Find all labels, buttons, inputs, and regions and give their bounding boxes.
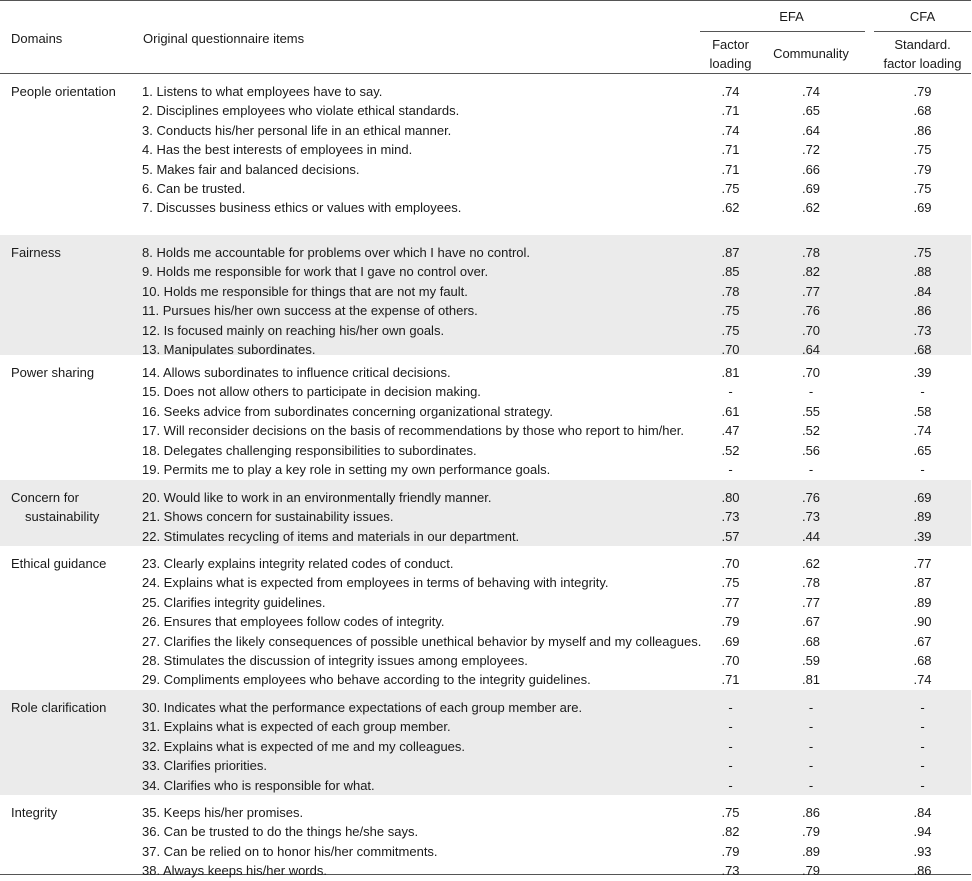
table-row xyxy=(0,776,971,795)
item-text: 38. Always keeps his/her words. xyxy=(142,863,327,879)
communality-value: .79 xyxy=(801,863,821,879)
cfa-loading-value: .68 xyxy=(913,652,932,668)
item-text: 20. Would like to work in an environmentally friendly manner. xyxy=(142,490,492,505)
factor-loading-value: .81 xyxy=(721,365,740,380)
table-row xyxy=(0,651,971,670)
cfa-loading-value: .93 xyxy=(913,843,932,859)
cfa-loading-value: .79 xyxy=(913,84,932,99)
cfa-loading-value: .67 xyxy=(913,633,932,649)
domain-label-line: Integrity xyxy=(11,805,58,820)
domain-group xyxy=(0,355,971,480)
table-row xyxy=(0,573,971,592)
factor-loading-value: .71 xyxy=(721,672,740,688)
domain-group xyxy=(0,480,971,546)
item-text: 14. Allows subordinates to influence critical decisions. xyxy=(142,365,451,380)
factor-loading-value: .75 xyxy=(721,180,740,196)
table-row xyxy=(0,121,971,140)
table-row xyxy=(0,282,971,301)
table-row xyxy=(0,243,971,262)
item-text: 5. Makes fair and balanced decisions. xyxy=(142,161,360,177)
cfa-loading-value: .87 xyxy=(913,575,932,591)
factor-loading-value: - xyxy=(728,700,733,715)
table-row xyxy=(0,612,971,631)
domain-label-line: People orientation xyxy=(11,84,116,99)
communality-value: .78 xyxy=(801,245,821,260)
cfa-loading-value: - xyxy=(920,719,925,735)
domain-group xyxy=(0,795,971,879)
communality-value: .64 xyxy=(801,122,821,138)
factor-loading-value: .57 xyxy=(721,528,740,544)
cfa-loading-value: .89 xyxy=(913,594,932,610)
communality-value: .62 xyxy=(801,556,821,571)
table-row xyxy=(0,382,971,401)
table-row xyxy=(0,460,971,479)
item-text: 34. Clarifies who is responsible for what. xyxy=(142,777,375,793)
efa-rule xyxy=(700,31,865,32)
domain-group xyxy=(0,546,971,690)
factor-loading-value: .82 xyxy=(721,824,740,840)
table-row xyxy=(0,822,971,841)
cfa-loading-value: .86 xyxy=(913,122,932,138)
table-header xyxy=(0,1,971,74)
communality-value: .69 xyxy=(801,180,821,196)
factor-loading-value: - xyxy=(728,738,733,754)
table-row xyxy=(0,402,971,421)
item-text: 16. Seeks advice from subordinates concerning organizational strategy. xyxy=(142,403,553,419)
communality-value: .77 xyxy=(801,283,821,299)
communality-value: .52 xyxy=(801,423,821,439)
item-text: 9. Holds me responsible for work that I gave no control over. xyxy=(142,264,489,280)
communality-value: .68 xyxy=(801,633,821,649)
cfa-loading-value: .86 xyxy=(913,303,932,319)
item-text: 3. Conducts his/her personal life in an ethical manner. xyxy=(142,122,452,138)
item-text: 1. Listens to what employees have to say. xyxy=(142,84,383,99)
cfa-loading-value: .89 xyxy=(913,509,932,525)
table-row xyxy=(0,160,971,179)
item-text: 8. Holds me accountable for problems over which I have no control. xyxy=(142,245,531,260)
factor-loading-value: .75 xyxy=(721,805,740,820)
communality-value: .76 xyxy=(801,303,821,319)
item-text: 10. Holds me responsible for things that are not my fault. xyxy=(142,283,468,299)
communality-value: - xyxy=(808,738,814,754)
cfa-loading-value: .84 xyxy=(913,283,932,299)
factor-loading-value: .71 xyxy=(721,142,740,158)
cfa-loading-value: .77 xyxy=(913,556,932,571)
table-row xyxy=(0,593,971,612)
domain-label-line: Concern for xyxy=(11,490,79,505)
table-row xyxy=(0,262,971,281)
factor-loading-value: .47 xyxy=(721,423,740,439)
table-row xyxy=(0,842,971,861)
cfa-loading-value: .74 xyxy=(913,672,932,688)
item-text: 11. Pursues his/her own success at the expense of others. xyxy=(142,303,478,319)
domain-label-line: Role clarification xyxy=(11,700,107,715)
table-row xyxy=(0,179,971,198)
cfa-loading-value: - xyxy=(920,384,925,400)
factor-loading-value: .74 xyxy=(721,84,740,99)
communality-value: .76 xyxy=(801,490,821,505)
communality-value: - xyxy=(808,700,814,715)
item-text: 6. Can be trusted. xyxy=(142,180,246,196)
item-text: 28. Stimulates the discussion of integrity issues among employees. xyxy=(142,652,528,668)
table-row xyxy=(0,717,971,736)
domain-label-line: Fairness xyxy=(11,245,61,260)
communality-value: - xyxy=(808,719,814,735)
item-text: 22. Stimulates recycling of items and materials in our department. xyxy=(142,528,520,544)
factor-loading-value: - xyxy=(728,758,733,774)
item-text: 17. Will reconsider decisions on the basis of recommendations by those who report to him/her. xyxy=(142,423,684,439)
factor-loading-value: .80 xyxy=(721,490,740,505)
communality-value: .62 xyxy=(801,200,821,216)
cfa-loading-value: - xyxy=(920,758,925,774)
cfa-loading-value: - xyxy=(920,738,925,754)
table-row xyxy=(0,82,971,101)
table-row xyxy=(0,421,971,440)
communality-value: .72 xyxy=(801,142,821,158)
factor-loading-value: .71 xyxy=(721,161,740,177)
table-row xyxy=(0,507,971,526)
item-text: 32. Explains what is expected of me and my colleagues. xyxy=(142,738,466,754)
table-row xyxy=(0,670,971,689)
communality-value: .82 xyxy=(801,264,821,280)
item-text: 23. Clearly explains integrity related codes of conduct. xyxy=(142,556,454,571)
item-text: 4. Has the best interests of employees in mind. xyxy=(142,142,413,158)
communality-value: - xyxy=(808,461,814,477)
cfa-loading-value: .86 xyxy=(913,863,932,879)
cfa-loading-value: .65 xyxy=(913,442,932,458)
communality-value: - xyxy=(808,758,814,774)
cfa-loading-value: .73 xyxy=(913,322,932,338)
communality-value: .74 xyxy=(801,84,821,99)
cfa-loading-value: .58 xyxy=(913,403,932,419)
cfa-loading-value: .75 xyxy=(913,142,932,158)
item-text: 19. Permits me to play a key role in setting my own performance goals. xyxy=(142,461,551,477)
item-text: 37. Can be relied on to honor his/her commitments. xyxy=(142,843,438,859)
table-row xyxy=(0,321,971,340)
cfa-loading-value: - xyxy=(920,700,925,715)
item-text: 24. Explains what is expected from employees in terms of behaving with integrity. xyxy=(142,575,609,591)
communality-value: .67 xyxy=(801,614,821,630)
domain-label-line: Ethical guidance xyxy=(11,556,107,571)
item-text: 26. Ensures that employees follow codes of integrity. xyxy=(142,614,445,630)
cfa-rule xyxy=(874,31,971,32)
item-text: 2. Disciplines employees who violate ethical standards. xyxy=(142,103,460,119)
table-row xyxy=(0,140,971,159)
cfa-loading-value: .90 xyxy=(913,614,932,630)
table-row xyxy=(0,861,971,880)
factor-loading-value: .52 xyxy=(721,442,740,458)
communality-value: .73 xyxy=(801,509,821,525)
communality-value: .89 xyxy=(801,843,821,859)
communality-value: - xyxy=(808,384,814,400)
table-body xyxy=(0,74,971,879)
cfa-loading-value: .79 xyxy=(913,161,932,177)
communality-value: .44 xyxy=(801,528,821,544)
communality-value: .66 xyxy=(801,161,821,177)
item-text: 18. Delegates challenging responsibilities to subordinates. xyxy=(142,442,477,458)
domain-group xyxy=(0,74,971,235)
item-text: 35. Keeps his/her promises. xyxy=(142,805,304,820)
factor-loading-value: .75 xyxy=(721,303,740,319)
cfa-loading-value: .75 xyxy=(913,245,932,260)
table-row xyxy=(0,698,971,717)
cfa-loading-value: - xyxy=(920,461,925,477)
cfa-loading-value: .68 xyxy=(913,103,932,119)
item-text: 25. Clarifies integrity guidelines. xyxy=(142,594,326,610)
item-text: 33. Clarifies priorities. xyxy=(142,758,267,774)
cfa-loading-value: .94 xyxy=(913,824,932,840)
factor-loading-value: .87 xyxy=(721,245,740,260)
communality-value: .64 xyxy=(801,341,821,357)
domain-group xyxy=(0,235,971,355)
communality-value: .81 xyxy=(801,672,821,688)
factor-loading-value: .79 xyxy=(721,614,740,630)
communality-value: .59 xyxy=(801,652,821,668)
item-text: 15. Does not allow others to participate in decision making. xyxy=(142,384,481,400)
header-factor-loading: Factor loading xyxy=(709,37,752,71)
item-text: 29. Compliments employees who behave according to the integrity guidelines. xyxy=(142,672,591,688)
factor-loading-value: .78 xyxy=(721,283,740,299)
factor-loading-value: .79 xyxy=(721,843,740,859)
communality-value: .79 xyxy=(801,824,821,840)
table-row xyxy=(0,363,971,382)
communality-value: .77 xyxy=(801,594,821,610)
item-text: 27. Clarifies the likely consequences of possible unethical behavior by myself and my colleagues. xyxy=(142,633,702,649)
communality-value: .70 xyxy=(801,365,821,380)
cfa-loading-value: .74 xyxy=(913,423,932,439)
table-row xyxy=(0,756,971,775)
cfa-loading-value: .68 xyxy=(913,341,932,357)
table-row xyxy=(0,198,971,217)
table-row xyxy=(0,301,971,320)
cfa-loading-value: .88 xyxy=(913,264,932,280)
factor-loading-value: .75 xyxy=(721,322,740,338)
table-row xyxy=(0,632,971,651)
factor-loading-value: .62 xyxy=(721,200,740,216)
communality-value: .65 xyxy=(801,103,821,119)
table-row xyxy=(0,488,971,507)
item-text: 13. Manipulates subordinates. xyxy=(142,341,316,357)
factor-loading-value: .77 xyxy=(721,594,740,610)
factor-loading-value: .74 xyxy=(721,122,740,138)
communality-value: .86 xyxy=(801,805,821,820)
table-row xyxy=(0,803,971,822)
factor-loading-value: .69 xyxy=(721,633,740,649)
cfa-loading-value: .69 xyxy=(913,490,932,505)
communality-value: .78 xyxy=(801,575,821,591)
cfa-loading-value: - xyxy=(920,777,925,793)
item-text: 31. Explains what is expected of each group member. xyxy=(142,719,451,735)
factor-loading-value: - xyxy=(728,777,733,793)
factor-loading-value: .85 xyxy=(721,264,740,280)
header-standard-factor-loading: Standard. factor loading xyxy=(883,37,962,71)
header-domains: Domains xyxy=(11,31,63,46)
item-text: 30. Indicates what the performance expectations of each group member are. xyxy=(142,700,583,715)
cfa-loading-value: .39 xyxy=(913,365,932,380)
header-items: Original questionnaire items xyxy=(143,31,305,46)
cfa-loading-value: .69 xyxy=(913,200,932,216)
item-text: 12. Is focused mainly on reaching his/her own goals. xyxy=(142,322,445,338)
domain-label-line: sustainability xyxy=(25,509,100,524)
factor-loading-value: .70 xyxy=(721,341,740,357)
table-row xyxy=(0,554,971,573)
factor-loading-value: .61 xyxy=(721,403,740,419)
factor-loading-value: .75 xyxy=(721,575,740,591)
table-row xyxy=(0,441,971,460)
domain-label-line: Power sharing xyxy=(11,365,95,380)
factor-loading-value: - xyxy=(728,719,733,735)
factor-loading-value: .73 xyxy=(721,863,740,879)
communality-value: .55 xyxy=(801,403,821,419)
factor-loading-value: .70 xyxy=(721,556,740,571)
cfa-loading-value: .39 xyxy=(913,528,932,544)
cfa-loading-value: .84 xyxy=(913,805,932,820)
item-text: 21. Shows concern for sustainability issues. xyxy=(142,509,394,525)
header-efa: EFA xyxy=(779,9,804,24)
communality-value: .70 xyxy=(801,322,821,338)
factor-loading-value: .73 xyxy=(721,509,740,525)
header-communality: Communality xyxy=(773,46,849,61)
table-row xyxy=(0,737,971,756)
cfa-loading-value: .75 xyxy=(913,180,932,196)
header-cfa: CFA xyxy=(909,9,936,24)
table-row xyxy=(0,527,971,546)
factor-loading-value: - xyxy=(728,384,733,400)
table-row xyxy=(0,101,971,120)
factor-loading-value: - xyxy=(728,461,733,477)
item-text: 7. Discusses business ethics or values with employees. xyxy=(142,200,462,216)
domain-group xyxy=(0,690,971,795)
factor-loading-value: .70 xyxy=(721,652,740,668)
item-text: 36. Can be trusted to do the things he/she says. xyxy=(142,824,419,840)
factor-loading-value: .71 xyxy=(721,103,740,119)
communality-value: .56 xyxy=(801,442,821,458)
communality-value: - xyxy=(808,777,814,793)
